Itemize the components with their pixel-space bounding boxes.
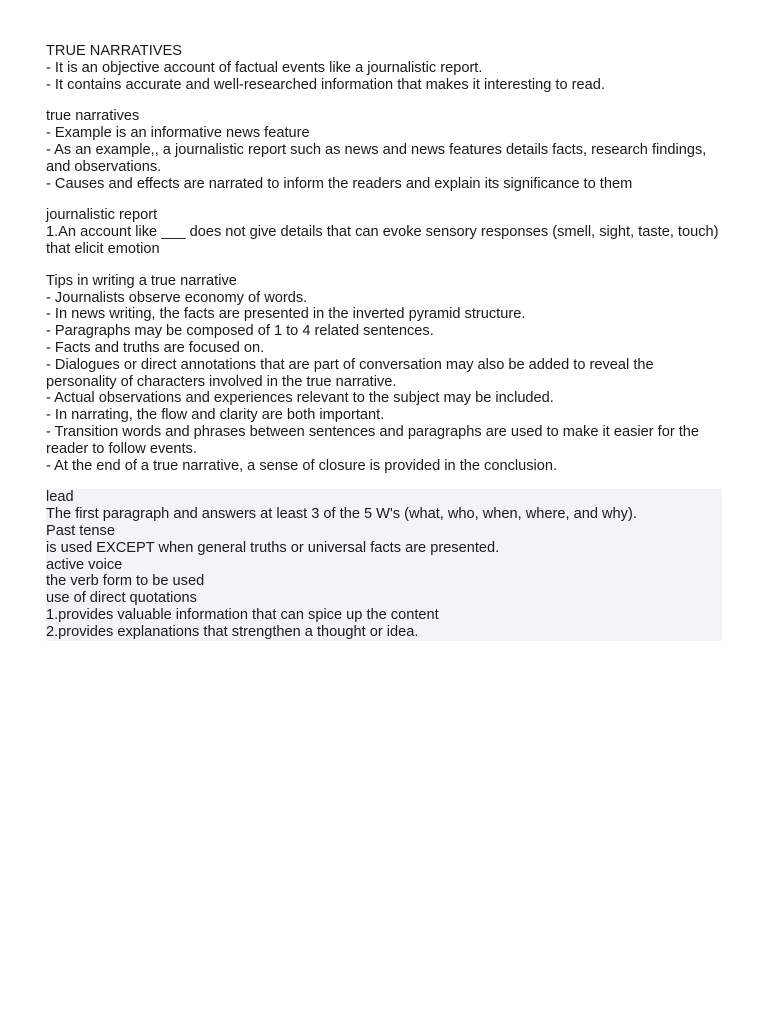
term-line: active voice xyxy=(46,556,123,573)
definition-line: is used EXCEPT when general truths or universal facts are presented. xyxy=(46,539,500,556)
numbered-line: 1.provides valuable information that can spice up the content xyxy=(46,606,439,623)
bullet-line: - In narrating, the flow and clarity are both important. xyxy=(46,407,385,424)
bullet-line: - Example is an informative news feature xyxy=(46,125,310,142)
bullet-line: - Facts and truths are focused on. xyxy=(46,339,265,356)
section-lead-highlighted xyxy=(46,489,722,640)
section-title: true narratives xyxy=(46,108,140,125)
definition-line: the verb form to be used xyxy=(46,573,205,590)
term-line: lead xyxy=(46,489,74,506)
section-true-narratives-heading xyxy=(46,43,722,93)
section-title: Tips in writing a true narrative xyxy=(46,272,237,289)
bullet-line: - Actual observations and experiences relevant to the subject may be included. xyxy=(46,390,554,407)
document-page xyxy=(46,43,722,656)
bullet-line: - Journalists observe economy of words. xyxy=(46,289,308,306)
term-line: use of direct quotations xyxy=(46,590,197,607)
bullet-line: - As an example,, a journalistic report such as news and news features details facts, research findings, and observations. xyxy=(46,141,707,175)
bullet-line: - It contains accurate and well-researched information that makes it interesting to read. xyxy=(46,76,605,93)
section-tips xyxy=(46,273,722,475)
bullet-line: - Causes and effects are narrated to inform the readers and explain its significance to them xyxy=(46,175,633,192)
section-journalistic-report xyxy=(46,207,722,257)
section-title: journalistic report xyxy=(46,207,158,224)
bullet-line: - It is an objective account of factual events like a journalistic report. xyxy=(46,59,483,76)
numbered-line: 2.provides explanations that strengthen a thought or idea. xyxy=(46,623,419,640)
bullet-line: - In news writing, the facts are presented in the inverted pyramid structure. xyxy=(46,306,526,323)
section-title: TRUE NARRATIVES xyxy=(46,43,182,59)
bullet-line: - At the end of a true narrative, a sense of closure is provided in the conclusion. xyxy=(46,457,558,474)
term-line: Past tense xyxy=(46,522,115,539)
definition-line: The first paragraph and answers at least 3 of the 5 W's (what, who, when, where, and why). xyxy=(46,506,637,523)
bullet-line: - Paragraphs may be composed of 1 to 4 related sentences. xyxy=(46,323,434,340)
bullet-line: - Transition words and phrases between sentences and paragraphs are used to make it easier for the reader to follow events. xyxy=(46,423,700,457)
bullet-line: - Dialogues or direct annotations that are part of conversation may also be added to reveal the personality of characters involved in the true narrative. xyxy=(46,356,654,390)
section-true-narratives xyxy=(46,108,722,192)
numbered-line: 1.An account like ___ does not give details that can evoke sensory responses (smell, sight, taste, touch) that elicit emotion xyxy=(46,224,719,257)
